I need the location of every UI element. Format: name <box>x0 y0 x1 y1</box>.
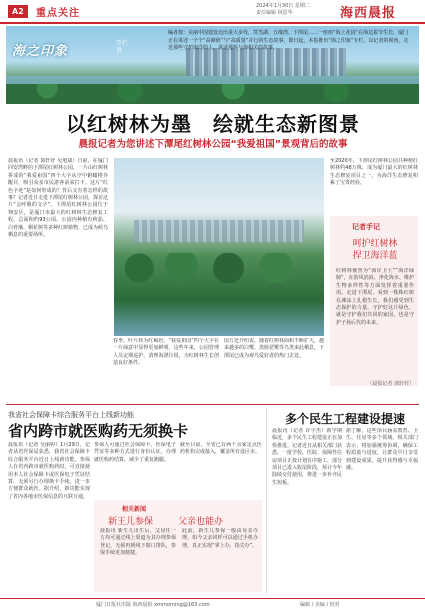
related-news-text-2: 此前，新生儿参保一般由母亲办理，如今父亲同样可以通过手机办理，真正实现“掌上办、指尖办”。 <box>182 528 258 549</box>
section-divider <box>6 404 419 405</box>
column-logo <box>12 36 129 66</box>
bottom-right-column-2: 据了解，这些项目涵盖教育、卫生、住房等多个领域。相关部门表示，将加强统筹协调，确保工程质量与进度，让群众早日享受到建设成果，提升获得感与幸福感。 <box>346 428 418 472</box>
bottom-left-column-3: 截至目前，全省已有两千余家定点医药机构完成接入，覆盖所有设区市。 <box>180 442 262 456</box>
photo-trees <box>124 253 314 283</box>
article-column-3: 园方还介绍说，随着红树林面积不断扩大，越来越多的白鹭、黑脸琵鹭等鸟类来此栖息，下潭尾已成为观鸟爱好者的热门去处。 <box>224 338 324 359</box>
article-column-2: 春季，叶片转为红褐色，“我爱祖国”四个大字在一片绿意中显得更加鲜明。这些年来，公园管理人员定期巡护，清理海漂垃圾，为红树林生长创造良好条件。 <box>113 338 219 367</box>
footer-editors: 编辑 / 美编 / 校对 <box>300 602 340 608</box>
bottom-left-column-2: 参保人可通过社会保障卡、医保电子凭证等多种方式进行身份认证，办理就医购药结算，减少了重复跑腿。 <box>94 442 176 463</box>
dateline: 2024年1月30日 星期二 责任编辑 林思华 <box>256 3 310 16</box>
reporter-notes-text: 红树林被誉为“海岸卫士”“海洋绿肺”，在防风消浪、净化海水、维护生物多样性等方面发挥着重要作用。走进下潭尾，看到一株株红树在滩涂上扎根生长，我们感受到生态保护的力量。守护好这片绿色，就是守护我们共同的家园，也是守护子孙后代的未来。 <box>336 268 414 326</box>
column-logo-sub: 开栏语 <box>116 40 129 54</box>
article-column-1: 晨报讯（记者 郭轩妤 吴旭斌）日前，在厦门同安湾畔的下潭尾红树林公园，一片由红树林拼成的“我爱祖国”四个大字从空中俯瞰格外醒目，吸引众多市民游客前来打卡。这片“红色字迹”是如何形成的？背后又有着怎样的故事？记者近日走进下潭尾红树林公园，探访这片“会呼吸的文字”。下潭尾红树林公园位于翔安区，是厦门市最大的红树林生态修复工程，总面积约93公顷。公园内种植有秋茄、白骨壤、桐花树等多种红树植物，已成为候鸟栖息的重要场所。 <box>8 158 108 239</box>
page-header <box>0 0 425 24</box>
editor-note: 编者按：美丽中国建设迈出重大步伐，筼筜湖、五缘湾、下潭尾……一座座“海上花园”在海边拔节生长，厦门正在讲述一个个“高颜值”与“高质量”并行的生态故事。即日起，本报推出“海之印象”专栏，以记者的视角，走近那些守护海洋的人，讲述那些与海相关的故事。 <box>168 30 409 51</box>
bottom-left-column-1: 晨报讯（记者 吴丽婷）1月29日，记者从省医保局获悉，我省社会保障卡综合服务平台近日上线新功能，参保人在省内跨市就医购药时，可直接使用本人社会保障卡或医保电子凭证结算，无须另行办理换卡手续，进一步方便群众就医。据介绍，新功能实现了省内各地市医保信息的互联互通。 <box>8 442 90 500</box>
related-news-label: 相关新闻 <box>122 506 147 513</box>
column-divider <box>266 408 267 594</box>
footer-publisher: 厦门日报社出版 海西晨报 xmmorning@163.com <box>96 602 210 608</box>
related-news-text-1: 晨报讯 新生儿出生后，父母任一方均可通过线上渠道为其办理参保登记，无须再到线下窗口排队，参保手续更加便捷。 <box>100 528 176 557</box>
bottom-right-headline: 多个民生工程建设提速 <box>284 412 405 426</box>
related-news-title-1: 新王儿参保 <box>108 517 154 527</box>
section-title: 重点关注 <box>36 8 80 19</box>
article-column-4: 至2020年，下潭尾红树林公园共种植红树林约48万株，成为厦门最大的红树林生态修复项目之一，为海洋生态修复积累了宝贵经验。 <box>330 158 418 187</box>
page-footer <box>0 598 425 612</box>
masthead-logo: 海西晨报 <box>340 6 397 21</box>
reporter-notes-title: 呵护红树林 捍卫海洋蓝 <box>352 239 398 261</box>
reporter-notes-label: 记者手记 <box>352 223 380 231</box>
column-logo-text: 海之印象 <box>12 44 69 59</box>
main-subhead: 晨报记者为您讲述下潭尾红树林公园“我爱祖国”景观背后的故事 <box>78 139 348 150</box>
page-number-tag: A2 <box>8 5 28 18</box>
bottom-left-kicker: 我省社会保障卡综合服务平台上线新功能 <box>8 411 134 419</box>
photo-buildings <box>134 220 304 242</box>
main-headline: 以红树林为墨 绘就生态新图景 <box>66 112 360 136</box>
bottom-right-column-1: 晨报讯（记者 许宇杰）新学期临近，多个民生工程建设正在加快推进。记者近日从相关部门获悉，一批学校、医院、保障性住房项目正按计划有序施工，部分项目已进入收尾阶段，预计今年陆续交付使用，将进一步补齐民生短板。 <box>272 428 342 486</box>
bottom-left-headline: 省内跨市就医购药无须换卡 <box>8 422 189 440</box>
reporter-signature: （晨报记者 郭轩妤） <box>367 381 414 387</box>
mangrove-band <box>6 84 419 104</box>
mangrove-aerial-photo <box>114 158 324 336</box>
related-news-title-2: 父亲也能办 <box>178 517 224 527</box>
